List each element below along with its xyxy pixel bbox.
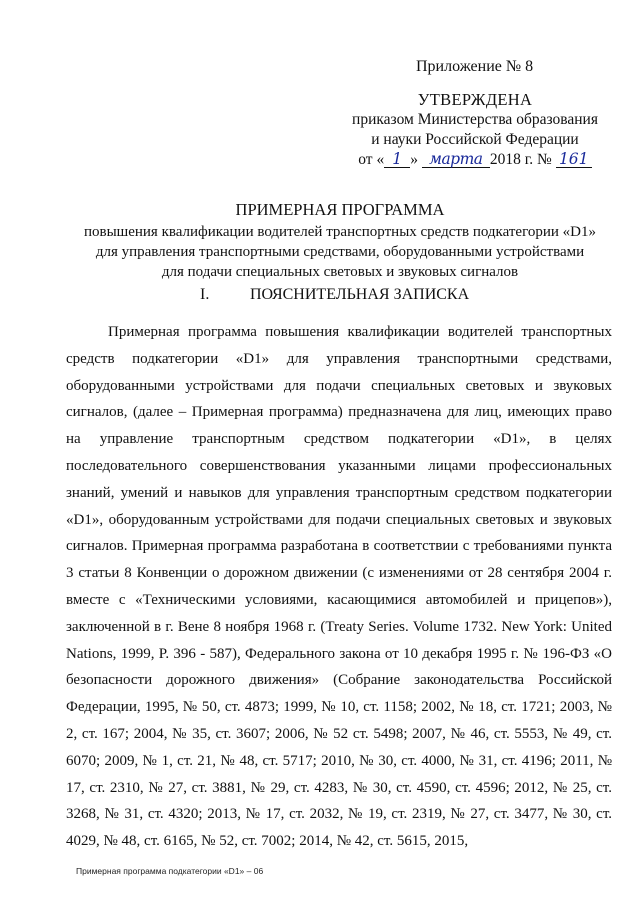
appendix-number: Приложение № 8 [416, 58, 534, 75]
date-prefix: от « [358, 151, 385, 168]
handwritten-month: марта [422, 151, 490, 168]
order-date-line [340, 150, 610, 170]
section-title: ПОЯСНИТЕЛЬНАЯ ЗАПИСКА [250, 286, 470, 303]
program-subtitle-line-1: повышения квалификации водителей транспортных средств подкатегории «D1» [83, 224, 596, 240]
date-year: 2018 г. № [489, 151, 552, 168]
order-line-1: приказом Министерства образования [352, 111, 598, 128]
handwritten-order-number: 161 [556, 151, 592, 168]
program-subtitle-line-3: для подачи специальных световых и звуковых сигналов [161, 264, 519, 280]
section-number: I. [200, 286, 210, 303]
date-mid: » [410, 151, 418, 168]
page-footer: Примерная программа подкатегории «D1» – 06 [76, 866, 264, 876]
handwritten-day: 1 [384, 151, 410, 168]
approved-heading: УТВЕРЖДЕНА [417, 90, 533, 109]
approval-block [340, 90, 610, 170]
program-subtitle-line-2: для управления транспортными средствами, оборудованными устройствами [95, 244, 585, 260]
order-line-2: и науки Российской Федерации [371, 131, 579, 148]
section-heading [200, 286, 500, 304]
body-paragraph: Примерная программа повышения квалификации водителей транспортных средств подкатегории «D1» для управления транспортными средствами, оборудованными устройствами для подачи специальных световых и звуковых сигналов, (далее – Примерная программа) предназначена для лиц, имеющих право на управление транспортным средством подкатегории «D1», в целях последовательного совершенствования указанными лицами профессиональных знаний, умений и навыков для управления транспортным средством подкатегории «D1», оборудованным устройствами для подачи специальных световых и звуковых сигналов. Примерная программа разработана в соответствии с требованиями пункта 3 статьи 8 Конвенции о дорожном движении (с изменениями от 28 сентября 2004 г. вместе с «Техническими условиями, касающимися автомобилей и прицепов»), заключенной в г. Вене 8 ноября 1968 г. (Treaty Series. Volume 1732. New York: United Nations, 1999, P. 396 - 587), Федерального закона от 10 декабря 1995 г. № 196-ФЗ «О безопасности дорожного движения» (Собрание законодательства Российской Федерации, 1995, № 50, ст. 4873; 1999, № 10, ст. 1158; 2002, № 18, ст. 1721; 2003, № 2, ст. 167; 2004, № 35, ст. 3607; 2006, № 52 ст. 5498; 2007, № 46, ст. 5553, № 49, ст. 6070; 2009, № 1, ст. 21, № 48, ст. 5717; 2010, № 30, ст. 4000, № 31, ст. 4196; 2011, № 17, ст. 2310, № 27, ст. 3881, № 29, ст. 4283, № 30, ст. 4590, ст. 4596; 2012, № 25, ст. 3268, № 31, ст. 4320; 2013, № 17, ст. 2032, № 19, ст. 2319, № 27, ст. 3477, № 30, ст. 4029, № 48, ст. 6165, № 52, ст. 7002; 2014, № 42, ст. 5615, 2015, [66, 324, 612, 850]
program-title: ПРИМЕРНАЯ ПРОГРАММА [235, 200, 445, 219]
